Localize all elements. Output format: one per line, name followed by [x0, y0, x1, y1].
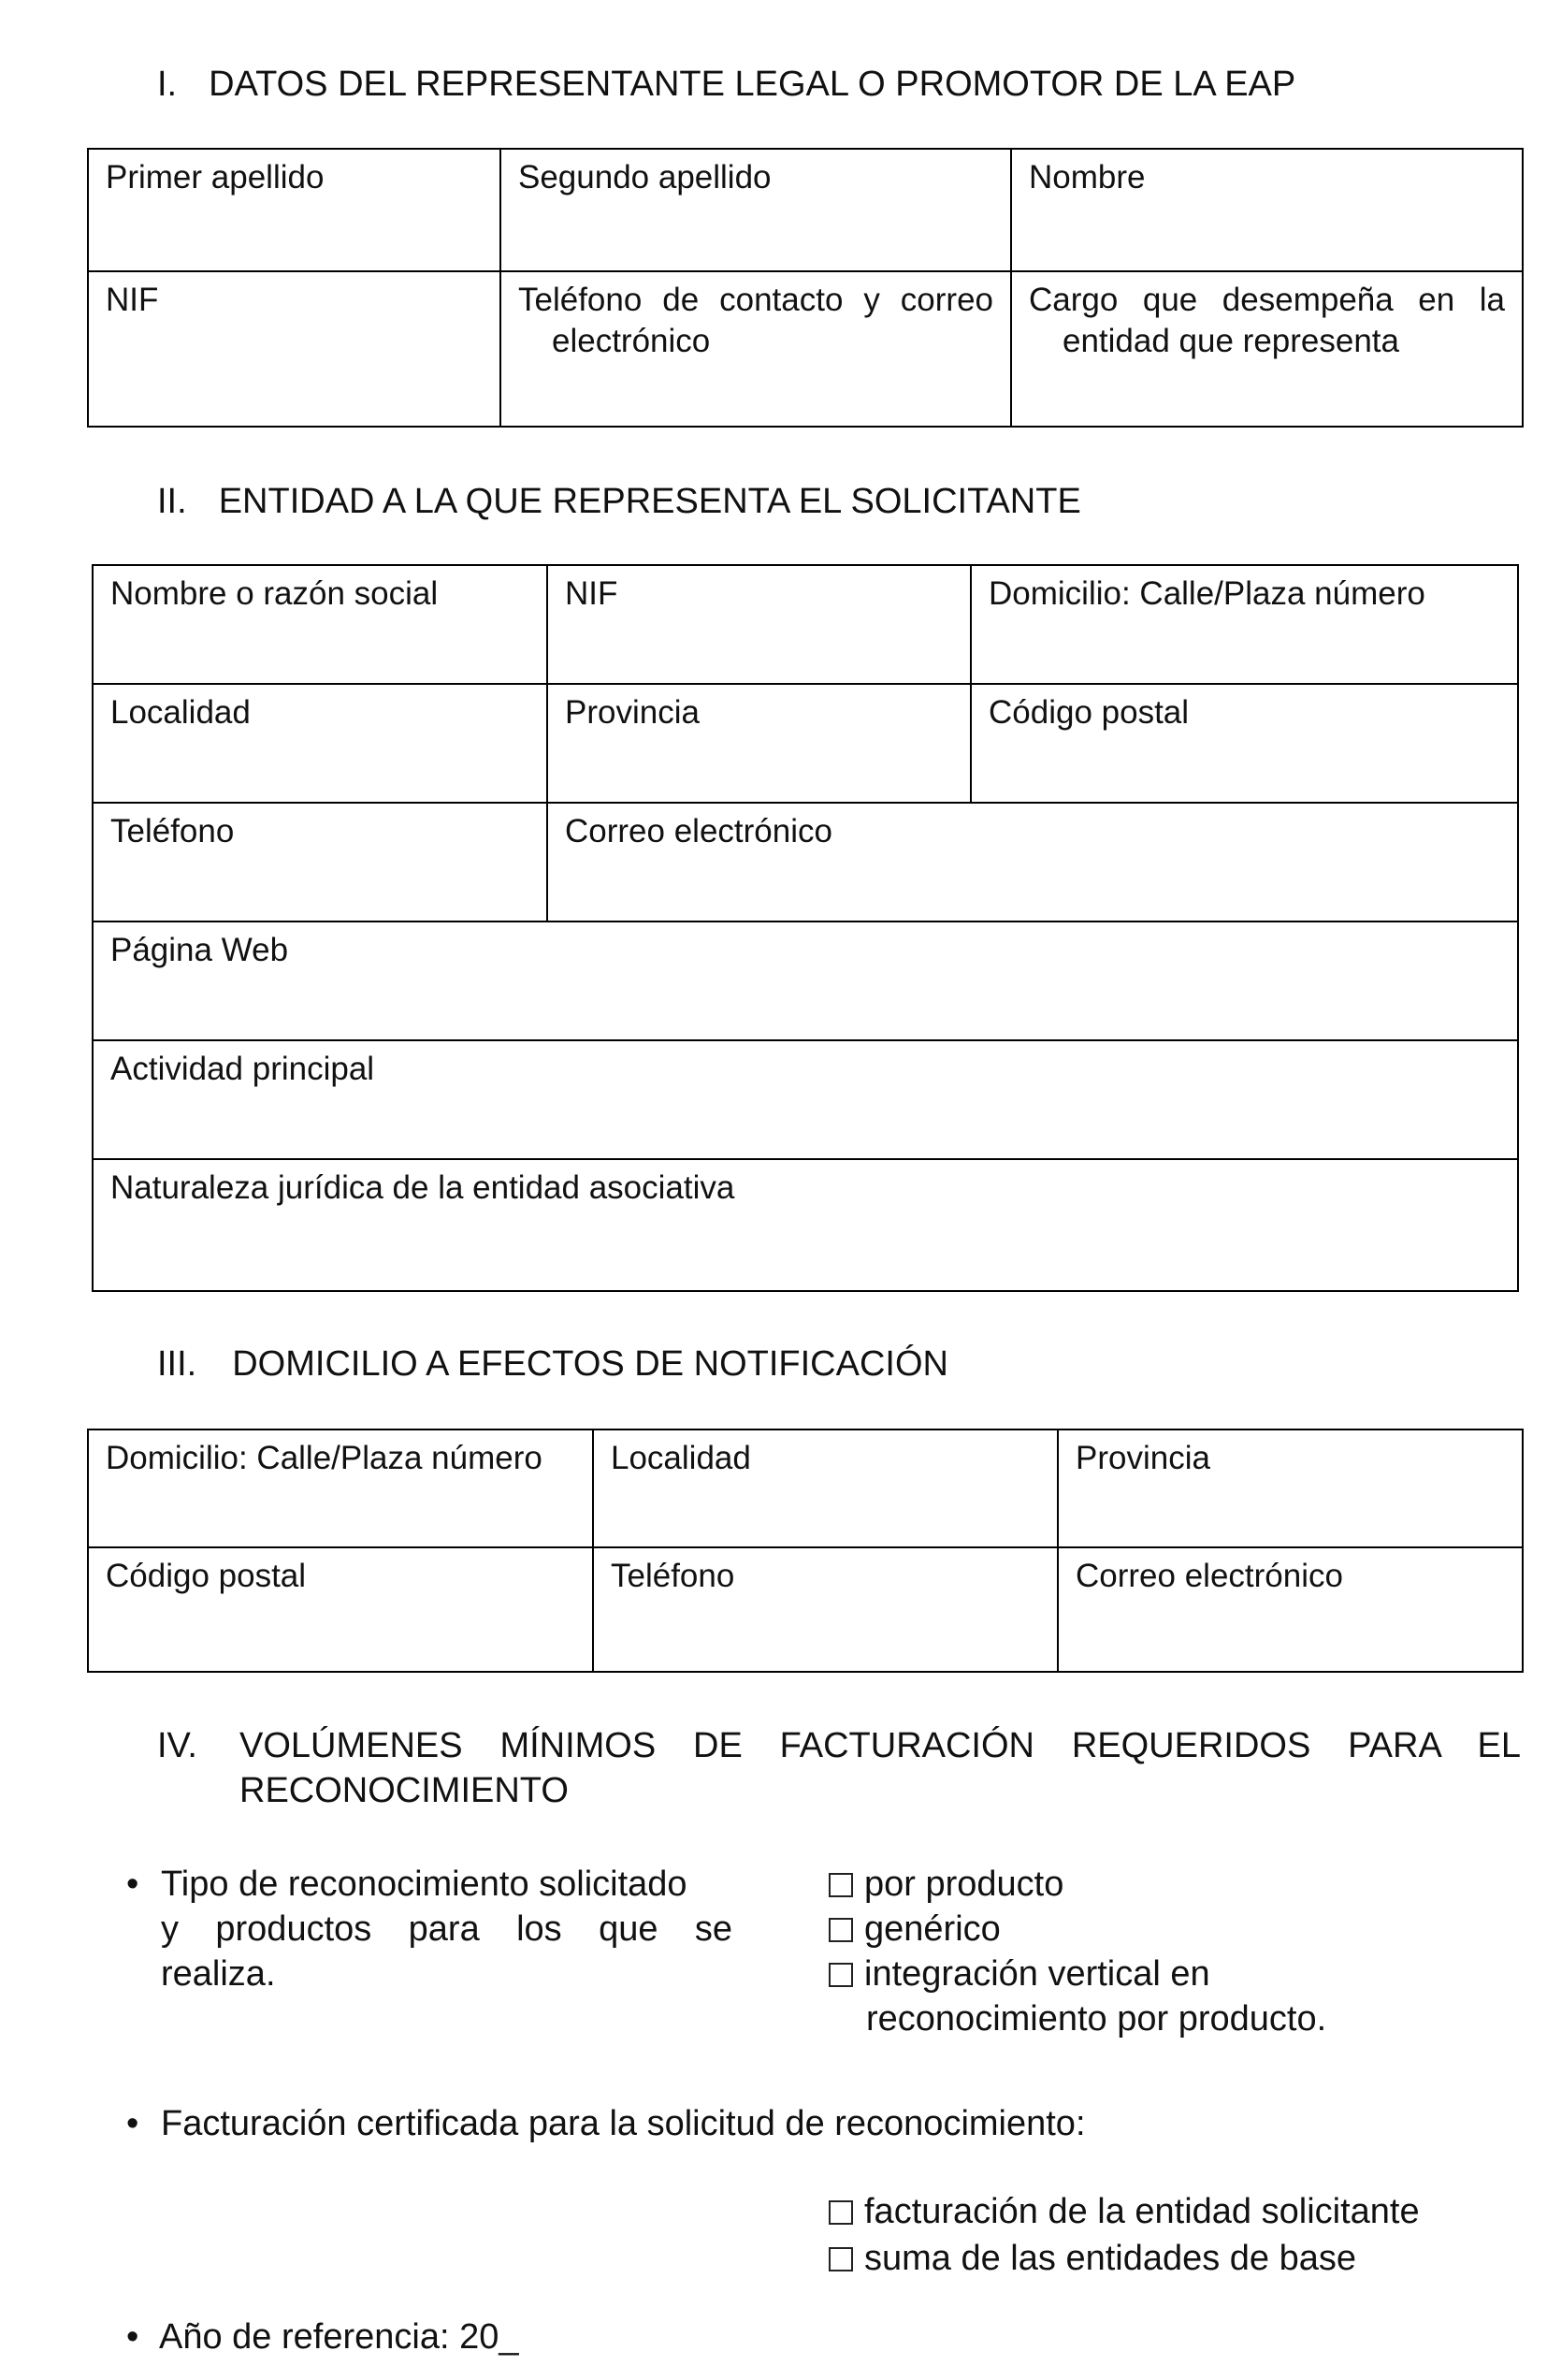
- tipo-line: Tipo de reconocimiento solicitado: [161, 1865, 687, 1904]
- field-label: Primer apellido: [106, 159, 325, 196]
- checkbox-icon[interactable]: [829, 1963, 853, 1987]
- option-label: suma de las entidades de base: [864, 2239, 1357, 2278]
- tipo-line: y productos para los que se: [161, 1909, 732, 1949]
- field-primer-apellido[interactable]: [88, 149, 500, 271]
- option-label: integración vertical en: [864, 1954, 1210, 1994]
- section-2-number: II.: [157, 482, 187, 521]
- field-correo-electronico[interactable]: [1058, 1547, 1523, 1672]
- checkbox-icon[interactable]: [829, 2247, 853, 2271]
- field-label: Naturaleza jurídica de la entidad asociativa: [110, 1169, 735, 1206]
- field-actividad-principal[interactable]: [93, 1040, 1518, 1159]
- field-telefono-contacto[interactable]: [500, 271, 1011, 427]
- field-nombre[interactable]: [1011, 149, 1523, 271]
- section-4-title-line1: VOLÚMENES MÍNIMOS DE FACTURACIÓN REQUERIDOS PARA EL: [239, 1726, 1521, 1765]
- anio-referencia-field[interactable]: Año de referencia: 20_: [159, 2317, 519, 2357]
- field-label: Página Web: [110, 932, 289, 968]
- field-label: Provincia: [565, 694, 700, 731]
- option-por-producto[interactable]: [829, 1862, 1063, 1907]
- field-telefono[interactable]: [593, 1547, 1058, 1672]
- section-4-number: IV.: [157, 1726, 197, 1765]
- section-3-title: DOMICILIO A EFECTOS DE NOTIFICACIÓN: [232, 1344, 948, 1384]
- field-nombre-razon-social[interactable]: [93, 565, 547, 684]
- field-codigo-postal[interactable]: [88, 1547, 593, 1672]
- option-facturacion-entidad[interactable]: [829, 2189, 1420, 2234]
- field-label: Nombre: [1029, 159, 1146, 196]
- field-domicilio[interactable]: [971, 565, 1518, 684]
- field-localidad[interactable]: [593, 1429, 1058, 1547]
- option-label: genérico: [864, 1909, 1001, 1949]
- bullet-icon: •: [126, 2104, 139, 2143]
- option-generico[interactable]: [829, 1907, 1001, 1952]
- section-4-title-line2: RECONOCIMIENTO: [239, 1771, 569, 1810]
- section-1-title: DATOS DEL REPRESENTANTE LEGAL O PROMOTOR DE LA EAP: [209, 65, 1296, 104]
- field-label: Localidad: [611, 1440, 751, 1476]
- field-label: NIF: [565, 575, 618, 612]
- option-suma-entidades[interactable]: [829, 2236, 1356, 2281]
- option-integracion-vertical[interactable]: [829, 1952, 1210, 1996]
- bullet-icon: •: [126, 1865, 139, 1904]
- field-localidad[interactable]: [93, 684, 547, 803]
- field-label: Código postal: [989, 694, 1190, 731]
- section-1-heading: [157, 62, 1295, 107]
- checkbox-icon[interactable]: [829, 2200, 853, 2225]
- option-label: facturación de la entidad solicitante: [864, 2192, 1420, 2231]
- field-label: Teléfono: [110, 813, 235, 849]
- field-label: Cargo que desempeña en la: [1029, 282, 1505, 318]
- checkbox-icon[interactable]: [829, 1918, 853, 1942]
- field-label: Domicilio: Calle/Plaza número: [989, 575, 1425, 612]
- section-3-heading: [157, 1342, 948, 1386]
- section-2-heading: [157, 479, 1081, 524]
- field-label: Domicilio: Calle/Plaza número: [106, 1440, 542, 1476]
- field-label: Actividad principal: [110, 1051, 375, 1087]
- section-2-title: ENTIDAD A LA QUE REPRESENTA EL SOLICITANTE: [218, 482, 1081, 521]
- field-label: Nombre o razón social: [110, 575, 439, 612]
- option-label: por producto: [864, 1865, 1064, 1904]
- field-label-cont: entidad que representa: [1063, 323, 1399, 359]
- field-pagina-web[interactable]: [93, 922, 1518, 1040]
- field-segundo-apellido[interactable]: [500, 149, 1011, 271]
- field-label: Provincia: [1076, 1440, 1210, 1476]
- field-label: Correo electrónico: [565, 813, 832, 849]
- field-label: Teléfono: [611, 1558, 735, 1594]
- field-label: NIF: [106, 282, 159, 318]
- field-label: Segundo apellido: [518, 159, 772, 196]
- checkbox-icon[interactable]: [829, 1873, 853, 1897]
- field-codigo-postal[interactable]: [971, 684, 1518, 803]
- section-1-number: I.: [157, 65, 178, 104]
- tipo-line: realiza.: [161, 1954, 276, 1994]
- facturacion-label: Facturación certificada para la solicitud de reconocimiento:: [161, 2104, 1086, 2143]
- field-label-cont: electrónico: [552, 323, 711, 359]
- field-correo-electronico[interactable]: [547, 803, 1518, 922]
- bullet-icon: •: [126, 2317, 139, 2357]
- option-label-cont: reconocimiento por producto.: [866, 1999, 1327, 2039]
- field-telefono[interactable]: [93, 803, 547, 922]
- field-nif[interactable]: [88, 271, 500, 427]
- entity-table: [92, 564, 1519, 1292]
- field-naturaleza-juridica[interactable]: [93, 1159, 1518, 1291]
- field-label: Localidad: [110, 694, 251, 731]
- tipo-reconocimiento-label: [161, 1862, 732, 1996]
- notification-table: [87, 1429, 1524, 1673]
- section-3-number: III.: [157, 1344, 197, 1384]
- field-provincia[interactable]: [547, 684, 971, 803]
- field-label: Código postal: [106, 1558, 307, 1594]
- field-label: Teléfono de contacto y correo: [518, 282, 993, 318]
- field-domicilio-notificacion[interactable]: [88, 1429, 593, 1547]
- field-label: Correo electrónico: [1076, 1558, 1343, 1594]
- representative-table: [87, 148, 1524, 428]
- field-nif[interactable]: [547, 565, 971, 684]
- field-cargo[interactable]: [1011, 271, 1523, 427]
- field-provincia[interactable]: [1058, 1429, 1523, 1547]
